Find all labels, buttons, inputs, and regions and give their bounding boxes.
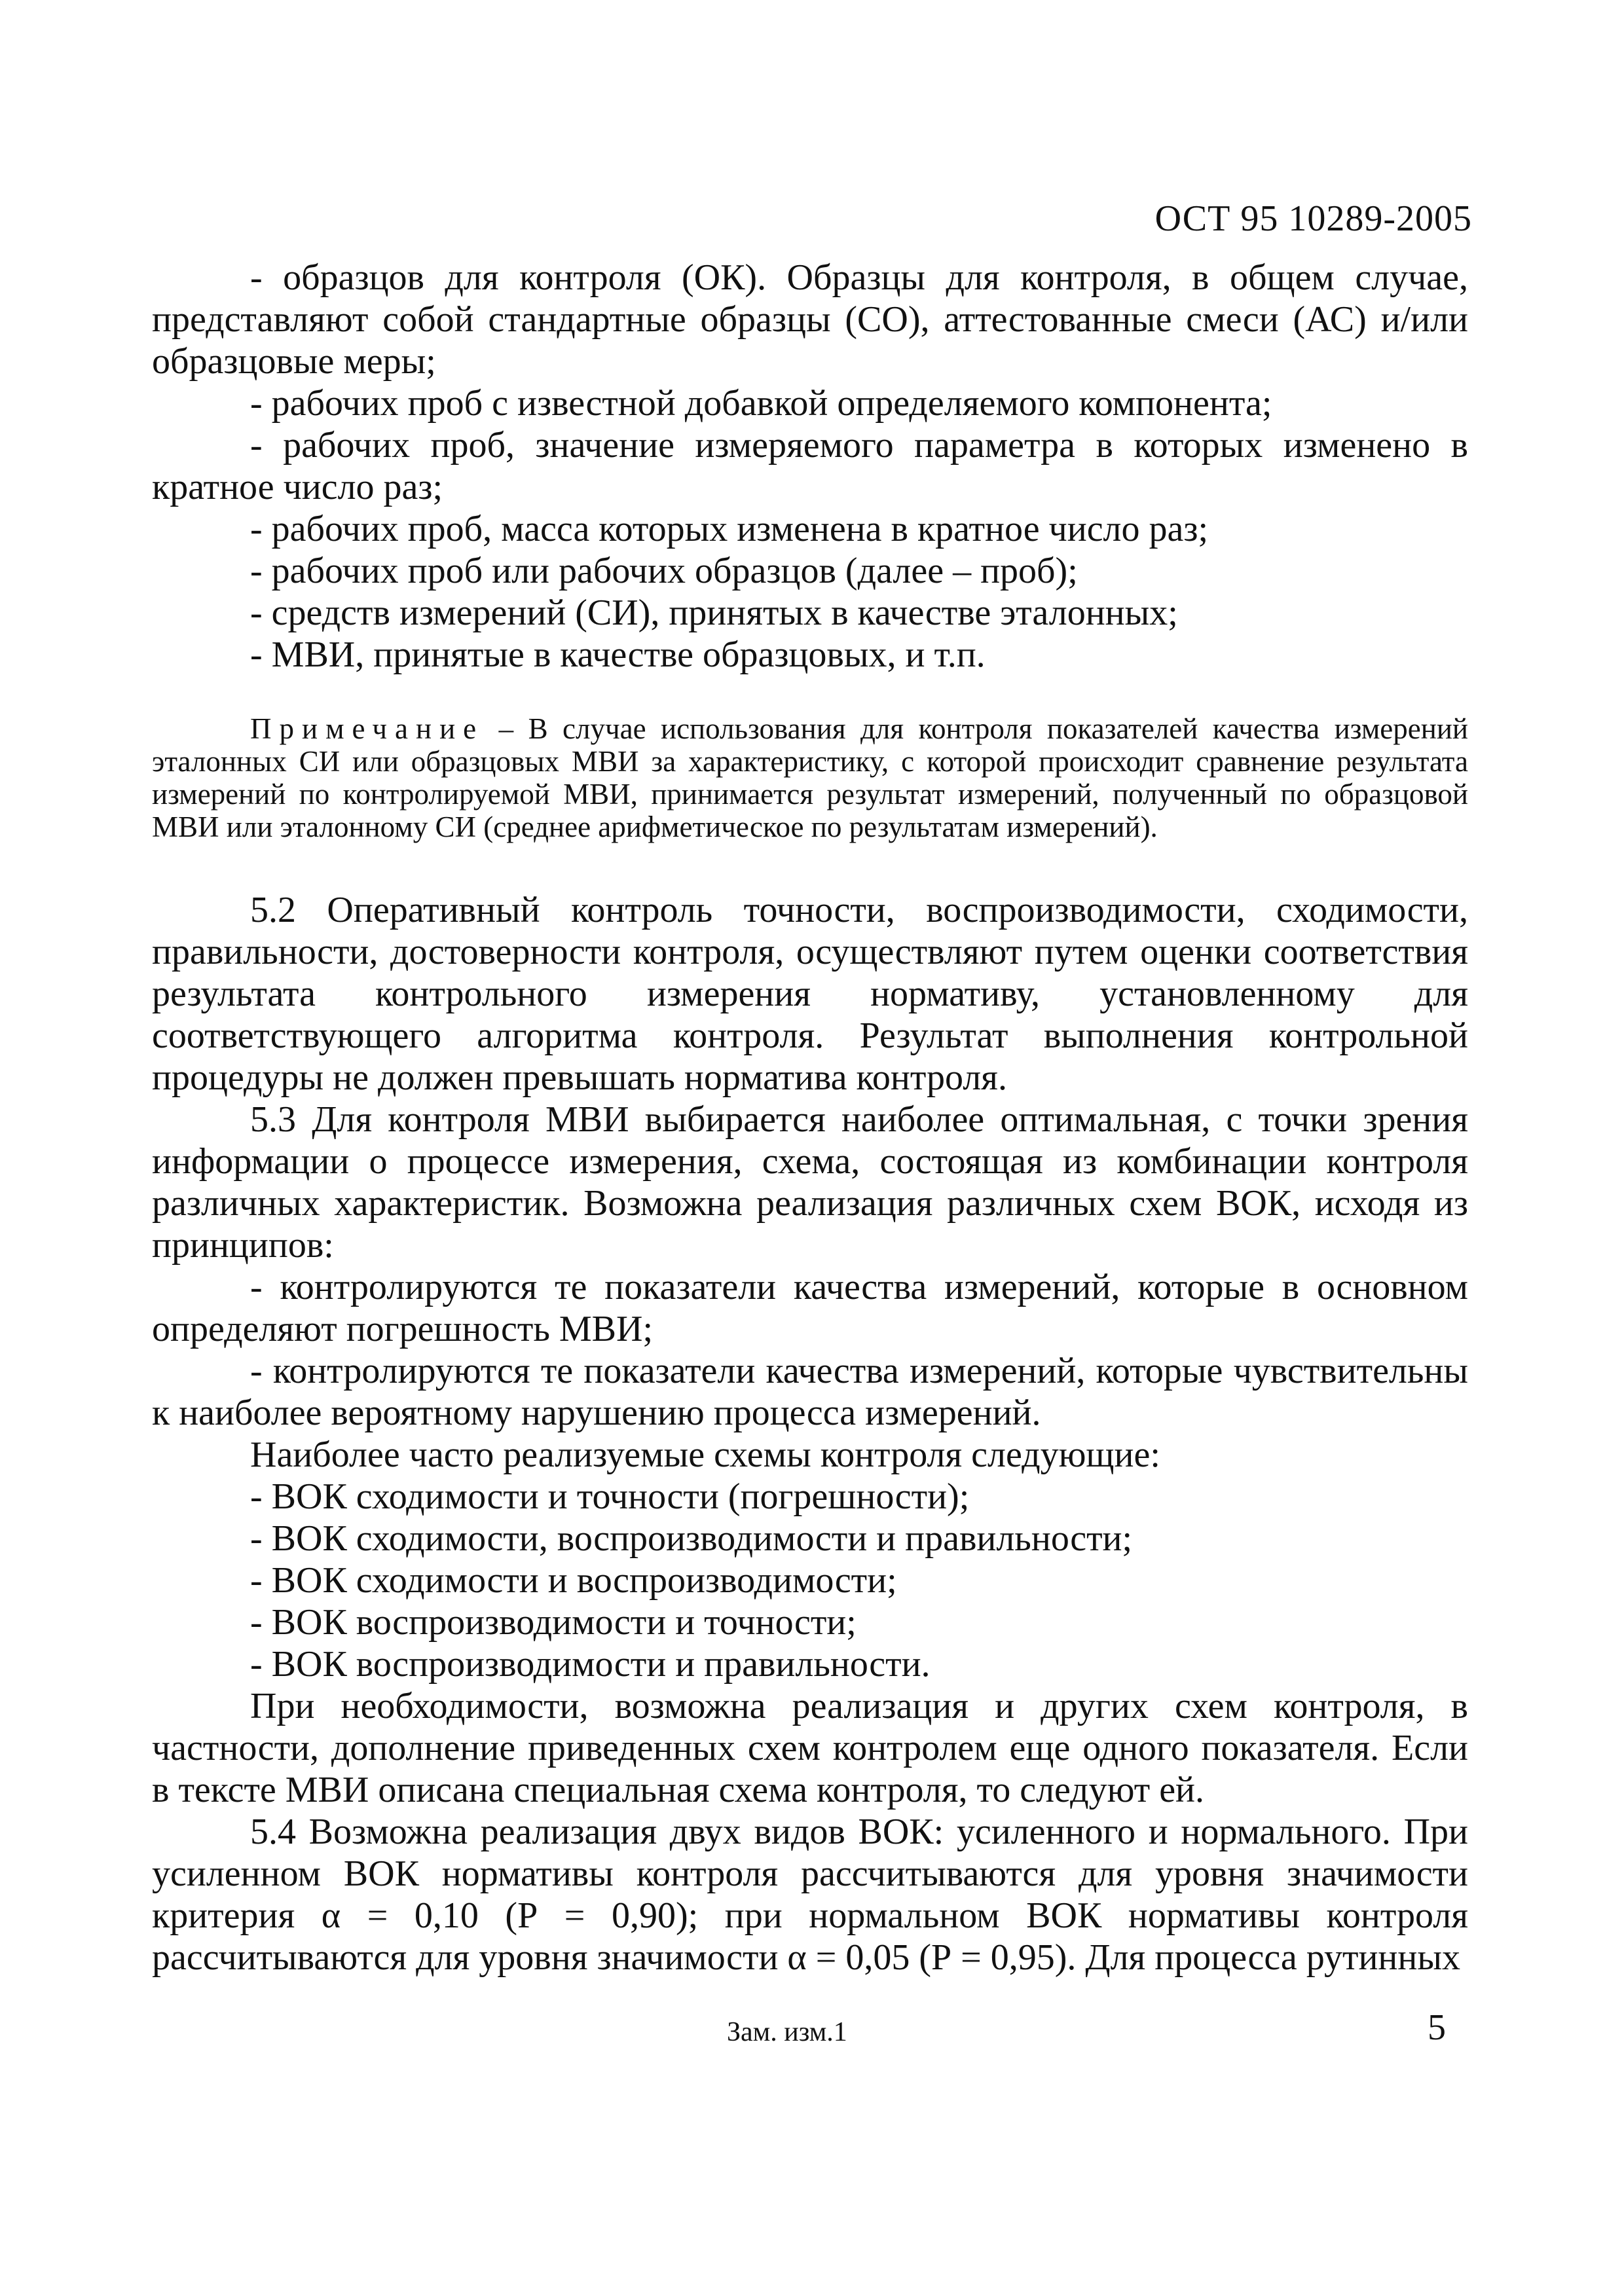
list-item: - контролируются те показатели качества измерений, которые в основном определяют погрешность МВИ; — [152, 1267, 1468, 1349]
list-item: - ВОК воспроизводимости и правильности. — [250, 1644, 931, 1685]
schemes-intro: Наиболее часто реализуемые схемы контроля следующие: — [250, 1434, 1160, 1475]
paragraph-5-3: 5.3 Для контроля МВИ выбирается наиболее оптимальная, с точки зрения информации о процессе измерения, схема, состоящая из комбинации контроля различных характеристик. Возможна реализация различных схем ВОК, исходя из принципов: — [152, 1099, 1468, 1266]
list-item: - ВОК сходимости и точности (погрешности); — [250, 1476, 970, 1517]
list-item: - контролируются те показатели качества измерений, которые чувствительны к наиболее вероятному нарушению процесса измерений. — [152, 1351, 1468, 1433]
body-text — [152, 257, 1468, 1978]
list-item: - средств измерений (СИ), принятых в качестве эталонных; — [250, 592, 1178, 633]
paragraph-5-2: 5.2 Оперативный контроль точности, воспроизводимости, сходимости, правильности, достоверности контроля, осуществляют путем оценки соответствия результата контрольного измерения нормативу, установленному для соответствующего алгоритма контроля. Результат выполнения контрольной процедуры не должен превышать норматива контроля. — [152, 890, 1468, 1098]
note-label: Примечание — [250, 712, 485, 745]
paragraph-5-4: 5.4 Возможна реализация двух видов ВОК: усиленного и нормального. При усиленном ВОК нормативы контроля рассчитываются для уровня значимости критерия α = 0,10 (Р = 0,90); при нормальном ВОК нормативы контроля рассчитываются для уровня значимости α = 0,05 (Р = 0,95). Для процесса рутинных — [152, 1812, 1468, 1978]
list-item: - ВОК сходимости, воспроизводимости и правильности; — [250, 1518, 1133, 1559]
note — [152, 712, 1468, 843]
paragraph-other-schemes: При необходимости, возможна реализация и других схем контроля, в частности, дополнение приведенных схем контролем еще одного показателя. Если в тексте МВИ описана специальная схема контроля, то следуют ей. — [152, 1686, 1468, 1810]
note-text: – В случае использования для контроля показателей качества измерений эталонных СИ или образцовых МВИ за характеристику, с которой происходит сравнение результата измерений по контролируемой МВИ, принимается результат измерений, полученный по образцовой МВИ или эталонному СИ (среднее арифметическое по результатам измерений). — [152, 712, 1468, 843]
list-item: - рабочих проб, масса которых изменена в кратное число раз; — [250, 509, 1209, 549]
list-item: - образцов для контроля (ОК). Образцы для контроля, в общем случае, представляют собой стандартные образцы (СО), аттестованные смеси (АС) и/или образцовые меры; — [152, 257, 1468, 382]
document-code: ОСТ 95 10289-2005 — [1154, 198, 1472, 239]
list-item: - ВОК воспроизводимости и точности; — [250, 1602, 857, 1643]
list-item: - ВОК сходимости и воспроизводимости; — [250, 1560, 897, 1601]
list-item: - рабочих проб, значение измеряемого параметра в которых изменено в кратное число раз; — [152, 425, 1468, 507]
page-number: 5 — [1428, 2007, 1446, 2048]
footer-edition: Зам. изм.1 — [727, 2017, 847, 2047]
list-item: - рабочих проб или рабочих образцов (далее – проб); — [250, 551, 1078, 591]
list-item: - рабочих проб с известной добавкой определяемого компонента; — [250, 383, 1272, 424]
list-item: - МВИ, принятые в качестве образцовых, и т.п. — [250, 634, 986, 675]
